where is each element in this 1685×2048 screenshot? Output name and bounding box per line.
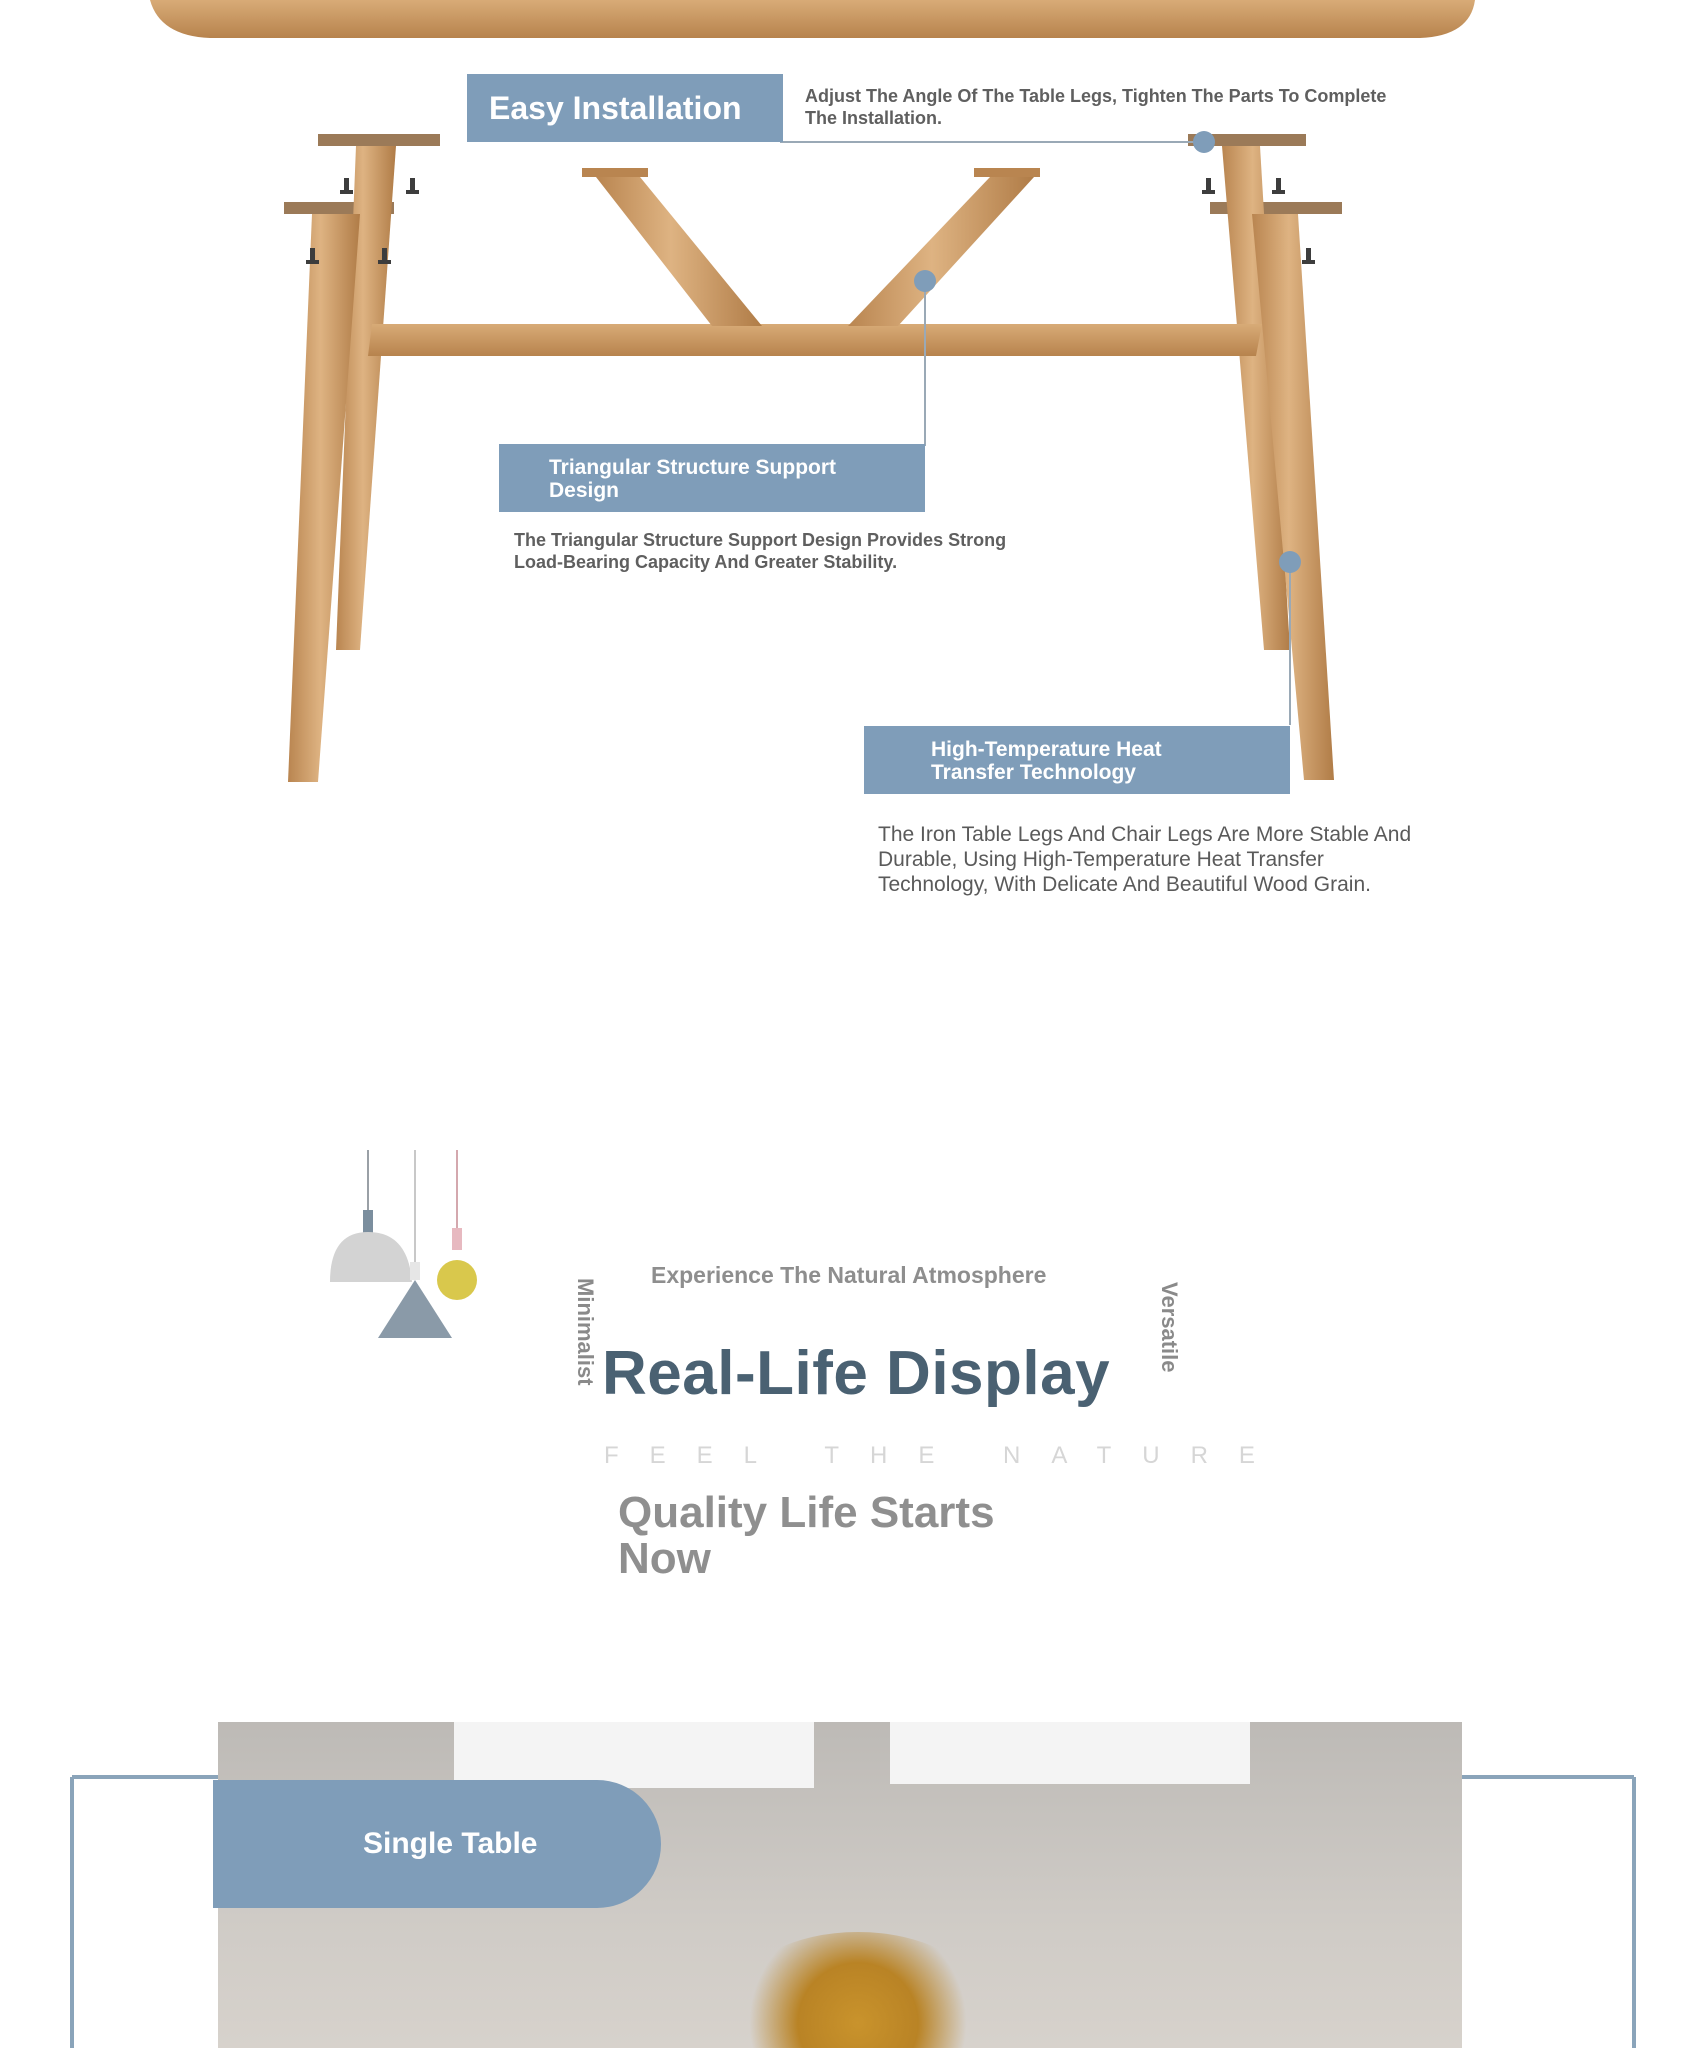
natural-atmosphere-subtitle: Experience The Natural Atmosphere — [651, 1262, 1047, 1288]
v-support-left-arm — [596, 177, 762, 326]
wall-art-left — [454, 1722, 814, 1788]
dried-flowers — [738, 1932, 978, 2048]
v-support-plate-right — [974, 168, 1040, 177]
callout-dot-installation — [1193, 131, 1215, 153]
installation-title: Easy Installation — [467, 74, 783, 142]
tabletop-edge — [150, 0, 1475, 38]
heat-transfer-description: The Iron Table Legs And Chair Legs Are More Stable And Durable, Using High-Temperature Heat Transfer Technology, With Delicate And Beautiful Wood Grain. — [878, 823, 1412, 897]
pendant-lamps-illustration — [330, 1150, 477, 1338]
callout-dot-triangular — [914, 270, 936, 292]
versatile-vertical-label: Versatile — [1157, 1282, 1182, 1373]
v-support-plate-left — [582, 168, 648, 177]
callout-dot-heat — [1279, 551, 1301, 573]
single-table-tag: Single Table — [213, 1780, 661, 1908]
triangular-description: The Triangular Structure Support Design Provides Strong Load-Bearing Capacity And Greater Stability. — [514, 530, 1007, 572]
wall-art-right — [890, 1722, 1250, 1784]
heat-transfer-title: High-Temperature Heat Transfer Technology — [864, 726, 1290, 794]
left-mount-plate-top — [318, 134, 440, 146]
installation-description: Adjust The Angle Of The Table Legs, Tighten The Parts To Complete The Installation. — [805, 86, 1387, 128]
crossbar — [368, 324, 1262, 356]
triangular-title: Triangular Structure Support Design — [499, 444, 925, 512]
v-support-right-arm — [848, 177, 1034, 326]
minimalist-vertical-label: Minimalist — [573, 1278, 598, 1386]
real-life-display-heading: Real-Life Display — [602, 1339, 1111, 1408]
quality-life-slogan: Quality Life Starts Now — [618, 1488, 995, 1583]
feel-the-nature-tagline: FEEL THE NATURE — [604, 1442, 1286, 1469]
